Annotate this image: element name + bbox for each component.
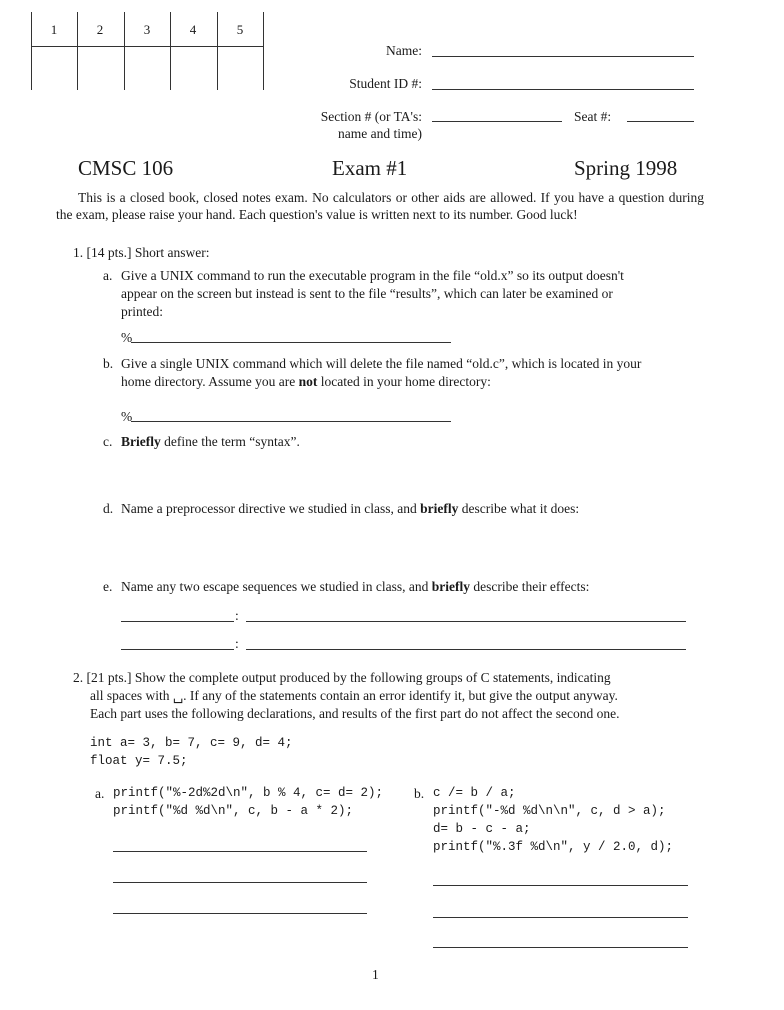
- q1d-marker: d.: [103, 501, 114, 516]
- grid-line: [263, 12, 264, 90]
- q2-heading-3: Each part uses the following declarations, and results of the first part do not affect the second one.: [90, 706, 620, 721]
- q1d-post: describe what it does:: [458, 501, 580, 516]
- q2a-code-1: printf("%-2d%2d\n", b % 4, c= d= 2);: [113, 786, 384, 800]
- q2b-answer-line-1[interactable]: [433, 885, 688, 886]
- q1e-escape-2-field[interactable]: [121, 649, 234, 650]
- page-number: 1: [372, 967, 379, 982]
- q1e-pre: Name any two escape sequences we studied in class, and: [121, 579, 432, 594]
- q1b-text-2-pre: home directory. Assume you are: [121, 374, 299, 389]
- q2-heading-1: 2. [21 pts.] Show the complete output produced by the following groups of C statements, indicating: [73, 670, 611, 685]
- q1a-prompt: %: [121, 330, 133, 345]
- q1e-colon-1: :: [235, 608, 239, 623]
- seat-label: Seat #:: [574, 109, 612, 124]
- q1c-bold: Briefly: [121, 434, 161, 449]
- q2b-code-1: c /= b / a;: [433, 786, 516, 800]
- q2b-answer-line-2[interactable]: [433, 917, 688, 918]
- student-id-label: Student ID #:: [349, 76, 422, 91]
- grid-col-4: 4: [189, 22, 197, 37]
- q2a-code-2: printf("%d %d\n", c, b - a * 2);: [113, 804, 354, 818]
- q2b-code-3: d= b - c - a;: [433, 822, 531, 836]
- section-label: Section # (or TA's:: [320, 109, 422, 124]
- q1b-text-2-bold: not: [298, 374, 318, 389]
- grid-col-5: 5: [236, 22, 244, 37]
- q1a-marker: a.: [103, 268, 113, 283]
- q1e-bold: briefly: [431, 579, 471, 594]
- q1c-rest: define the term “syntax”.: [160, 434, 300, 449]
- course-title: CMSC 106: [78, 156, 174, 180]
- q2a-marker: a.: [95, 786, 105, 801]
- q1a-answer-line[interactable]: [131, 342, 451, 343]
- section-label-line2: name and time): [338, 126, 422, 141]
- q1b-text-1: Give a single UNIX command which will delete the file named “old.c”, which is located in your: [121, 356, 642, 371]
- q1e-escape-1-field[interactable]: [121, 621, 234, 622]
- q1b-text-2: [121, 373, 491, 390]
- section-field[interactable]: [432, 121, 562, 122]
- q1b-marker: b.: [103, 356, 114, 371]
- q2b-code-4: printf("%.3f %d\n", y / 2.0, d);: [433, 840, 674, 854]
- q2b-answer-line-3[interactable]: [433, 947, 688, 948]
- q2-declaration-2: float y= 7.5;: [90, 754, 188, 768]
- q1d-pre: Name a preprocessor directive we studied in class, and: [121, 501, 421, 516]
- q1e-colon-2: :: [235, 636, 239, 651]
- q1b-answer-line[interactable]: [131, 421, 451, 422]
- grid-col-3: 3: [143, 22, 151, 37]
- exam-title: Exam #1: [332, 156, 408, 180]
- q2-declaration-1: int a= 3, b= 7, c= 9, d= 4;: [90, 736, 293, 750]
- q1a-text-3: printed:: [121, 304, 163, 319]
- grid-col-2: 2: [96, 22, 104, 37]
- q1c-marker: c.: [103, 434, 113, 449]
- name-field[interactable]: [432, 56, 694, 57]
- seat-field[interactable]: [627, 121, 694, 122]
- q1a-text-2: appear on the screen but instead is sent to the file “results”, which can later be examined or: [121, 286, 613, 301]
- q1e-effect-2-field[interactable]: [246, 649, 686, 650]
- q1d-bold: briefly: [420, 501, 459, 516]
- q2a-answer-line-2[interactable]: [113, 882, 367, 883]
- q1e-post: describe their effects:: [470, 579, 590, 594]
- q1b-text-2-post: located in your home directory:: [317, 374, 491, 389]
- q1e-effect-1-field[interactable]: [246, 621, 686, 622]
- q2a-answer-line-3[interactable]: [113, 913, 367, 914]
- q1e-text: [121, 578, 589, 595]
- grid-col-1: 1: [50, 22, 58, 37]
- score-grid: [31, 12, 264, 90]
- name-label: Name:: [386, 43, 422, 58]
- q1a-text-1: Give a UNIX command to run the executable program in the file “old.x” so its output doesn't: [121, 268, 624, 283]
- grid-line: [31, 46, 264, 47]
- q2-heading-2: all spaces with ␣. If any of the statements contain an error identify it, but give the output anyway.: [90, 688, 618, 703]
- q1e-marker: e.: [103, 579, 113, 594]
- term-title: Spring 1998: [574, 156, 678, 180]
- q2b-code-2: printf("-%d %d\n\n", c, d > a);: [433, 804, 666, 818]
- instructions: This is a closed book, closed notes exam. No calculators or other aids are allowed. If you have a question during the exam, please raise your hand. Each question's value is written next to its number. Good luck!: [56, 190, 704, 222]
- q1c-text: [121, 433, 300, 450]
- q1-heading: 1. [14 pts.] Short answer:: [73, 245, 210, 260]
- student-id-field[interactable]: [432, 89, 694, 90]
- q1b-prompt: %: [121, 409, 133, 424]
- q1d-text: [121, 500, 579, 517]
- q2b-marker: b.: [414, 786, 425, 801]
- q2a-answer-line-1[interactable]: [113, 851, 367, 852]
